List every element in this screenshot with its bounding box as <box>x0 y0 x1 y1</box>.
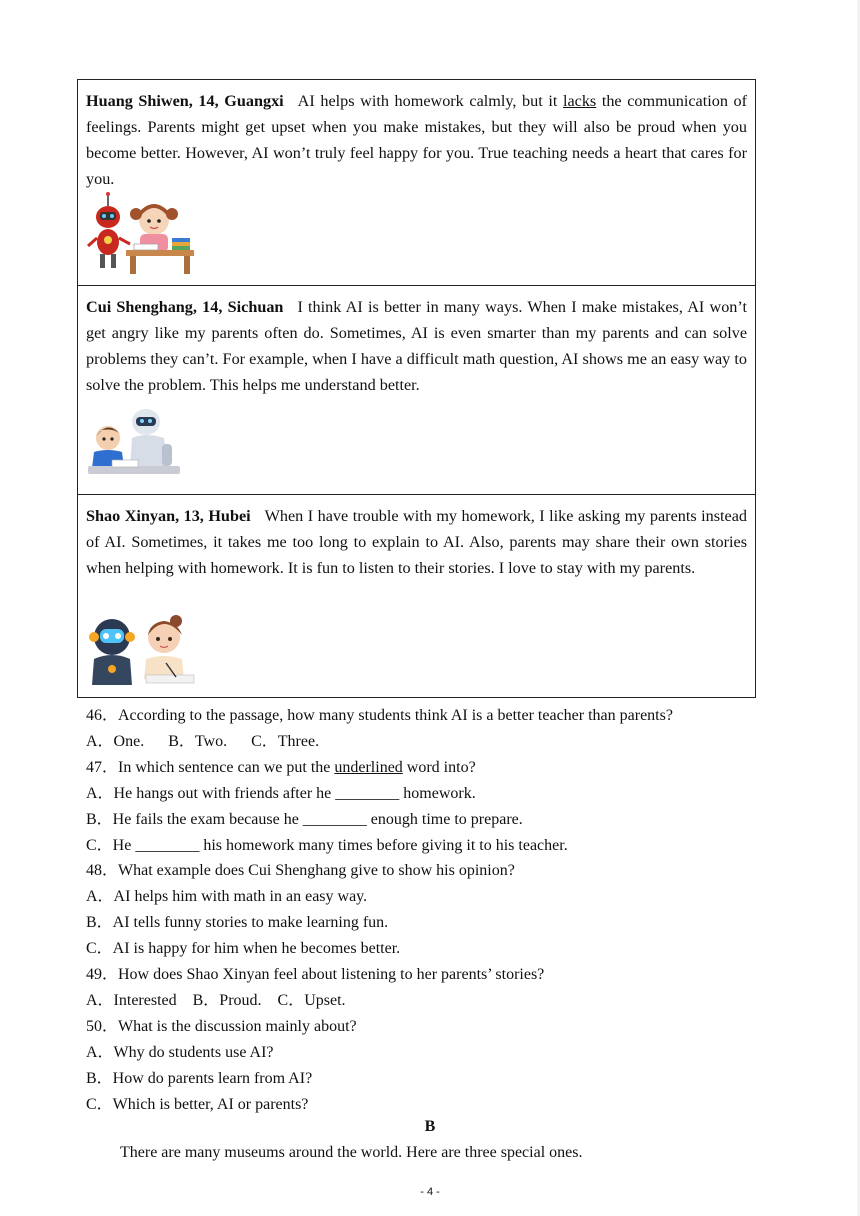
question-48-option-a: A．AI helps him with math in an easy way. <box>86 888 368 906</box>
student-name: Shao Xinyan, 13, Hubei <box>86 507 251 525</box>
question-50-option-c: C．Which is better, AI or parents? <box>86 1095 309 1113</box>
robot-and-girl-writing-illustration <box>86 613 196 685</box>
opinion-text: Huang Shiwen, 14, Guangxi AI helps with homework calmly, but it lacks the communication of feelings. Parents might get upset when you make mistakes, but they will also be proud when you become better. However, AI won’t truly feel happy for you. True teaching needs a heart that cares for you. <box>86 92 748 188</box>
question-46: 46．According to the passage, how many students think AI is a better teacher than parents? <box>86 707 673 724</box>
underlined-word: underlined <box>334 758 403 776</box>
opinion-cell-shao <box>78 494 755 697</box>
question-48-option-b: B．AI tells funny stories to make learning fun. <box>86 914 389 932</box>
student-name: Huang Shiwen, 14, Guangxi <box>86 92 284 110</box>
opinion-text: Cui Shenghang, 14, Sichuan I think AI is better in many ways. When I make mistakes, AI won’t get angry like my parents often do. Sometimes, AI is even smarter than my parents and can solve problems they can’t. For example, when I have a difficult math question, AI shows me an easy way to solve the problem. This helps me understand better. <box>86 298 747 394</box>
student-name: Cui Shenghang, 14, Sichuan <box>86 298 284 316</box>
section-b-intro: There are many museums around the world. Here are three special ones. <box>120 1144 583 1161</box>
opinion-cell-cui <box>78 285 755 494</box>
question-50: 50．What is the discussion mainly about? <box>86 1017 357 1035</box>
robot-and-girl-illustration <box>86 192 196 276</box>
question-47: 47．In which sentence can we put the underlined word into? <box>86 758 476 776</box>
question-47-option-b: B．He fails the exam because he ________ enough time to prepare. <box>86 810 523 828</box>
question-49-options: A．Interested B．Proud. C．Upset. <box>86 991 346 1009</box>
opinion-cell-huang <box>78 80 755 285</box>
page-number: - 4 - <box>420 1186 440 1198</box>
opinion-text: Shao Xinyan, 13, Hubei When I have trouble with my homework, I like asking my parents instead of AI. Sometimes, it takes me too long to explain to AI. Also, parents may share their own stories when helping with homework. It is fun to listen to their stories. I love to stay with my parents. <box>86 507 747 577</box>
opinion-table <box>77 79 756 698</box>
question-47-option-a: A．He hangs out with friends after he ________ homework. <box>86 784 476 802</box>
question-50-option-b: B．How do parents learn from AI? <box>86 1069 313 1087</box>
question-48-option-c: C．AI is happy for him when he becomes better. <box>86 940 401 958</box>
question-47-option-c: C．He ________ his homework many times before giving it to his teacher. <box>86 836 568 854</box>
question-48: 48．What example does Cui Shenghang give to show his opinion? <box>86 862 515 880</box>
underlined-word: lacks <box>562 92 597 110</box>
question-49: 49．How does Shao Xinyan feel about listening to her parents’ stories? <box>86 966 545 984</box>
question-list <box>86 703 766 1118</box>
question-46-options: A．One. B．Two. C．Three. <box>86 732 320 750</box>
boy-and-robot-illustration <box>86 404 182 478</box>
question-50-option-a: A．Why do students use AI? <box>86 1043 274 1061</box>
section-b-heading: B <box>424 1118 436 1135</box>
